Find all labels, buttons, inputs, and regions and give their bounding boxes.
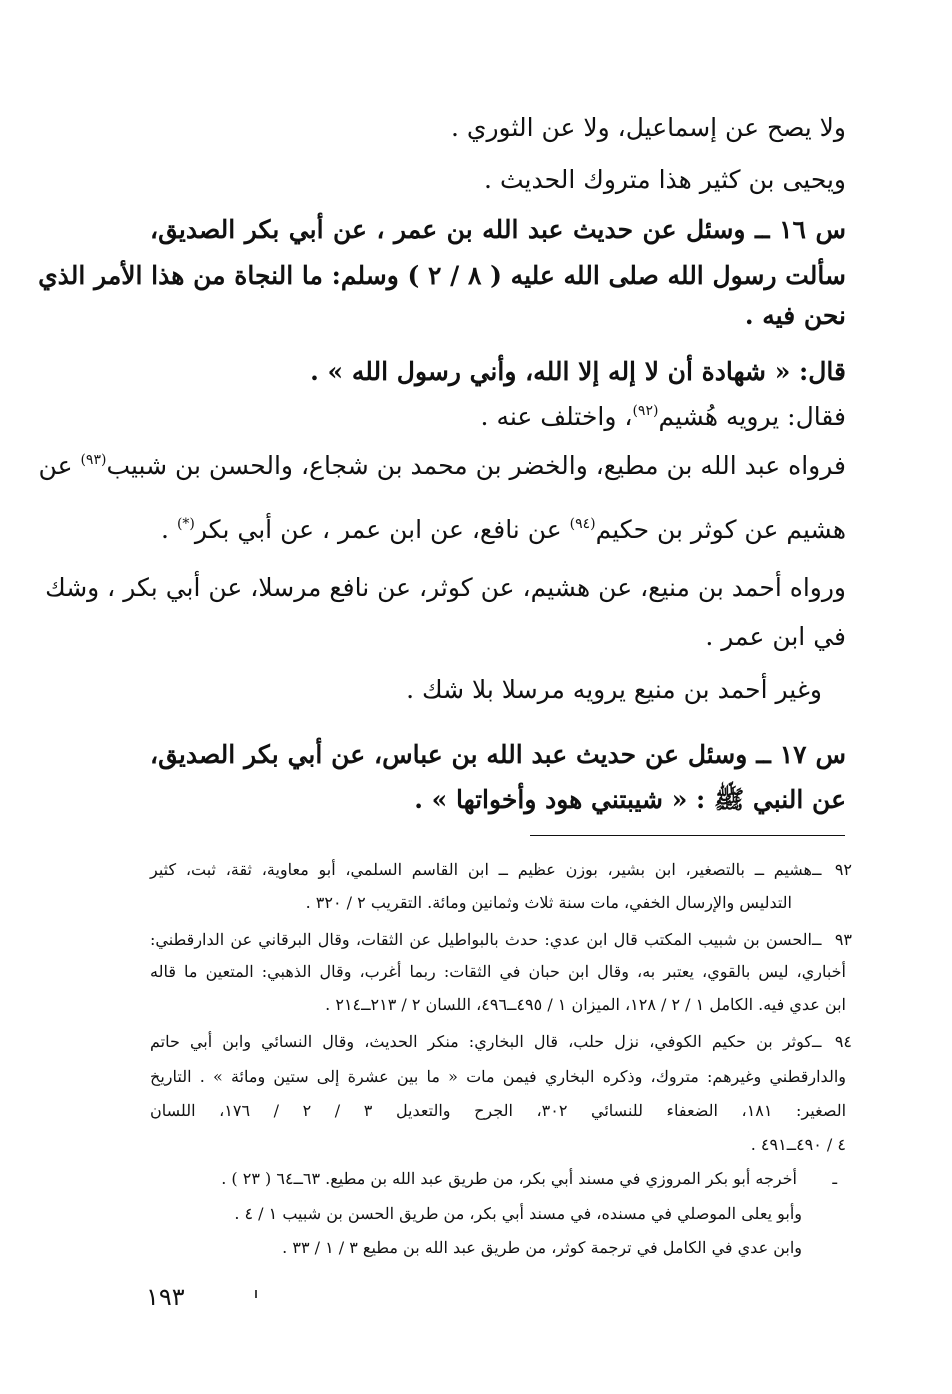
- footnote-92-line: التدليس والإرسال الخفي، مات سنة ثلاث وثمانين ومائة. التقريب ٢ / ٣٢٠ .: [305, 893, 792, 912]
- page-number: ١٩٣: [146, 1283, 185, 1311]
- text-segment: عن نافع، عن ابن عمر ، عن أبي بكر: [194, 515, 570, 544]
- footnote-number: ٩٣ ــ: [812, 930, 852, 949]
- text-segment: فقال: يرويه هُشيم: [658, 402, 846, 431]
- footnote-92: [150, 855, 852, 885]
- text-line: ولا يصح عن إسماعيل، ولا عن الثوري .: [451, 113, 846, 142]
- question-16-text: نحن فيه .: [744, 301, 846, 330]
- question-17-text: عن النبي ﷺ : « شيبتني هود وأخواتها » .: [414, 785, 846, 814]
- footnote-star-line: وابن عدي في الكامل في ترجمة كوثر، من طريق عبد الله بن مطيع ٣ / ١ / ٣٣ .: [282, 1238, 802, 1257]
- footnote-ref-94: (٩٤): [569, 516, 596, 532]
- footnote-text: أخرجه أبو بكر المروزي في مسند أبي بكر، من طريق عبد الله بن مطيع. ٦٣ــ٦٤ ( ٢٣ ) .: [221, 1169, 797, 1188]
- footnote-94-line: والدارقطني وغيرهم: متروك، وذكره البخاري فيمن مات « ما بين عشرة إلى ستين ومائة » . التاريخ: [150, 1067, 846, 1086]
- footnote-separator: [530, 835, 845, 836]
- footnote-94: [150, 1027, 852, 1057]
- footnote-star: [150, 1164, 837, 1194]
- footnote-star-line: وأبو يعلى الموصلي في مسنده، في مسند أبي بكر، من طريق الحسن بن شبيب ١ / ٤ .: [234, 1204, 802, 1223]
- footnote-text: هشيم ــ بالتصغير، ابن بشير، بوزن عظيم ــ ابن القاسم السلمي، أبو معاوية، ثقة، ثبت، كثير: [150, 860, 812, 879]
- footnote-ref-star: (*): [176, 516, 195, 532]
- footnote-94-line: ٤ / ٤٩٠ــ٤٩١ .: [750, 1135, 846, 1154]
- text-segment: ، واختلف عنه .: [480, 402, 633, 431]
- footnote-text: الحسن بن شبيب المكتب قال ابن عدي: حدث بالبواطيل عن الثقات، وقال البرقاني عن الدارقطني:: [150, 930, 812, 949]
- text-segment: .: [161, 515, 177, 544]
- question-16-heading: س ١٦ ــ وسئل عن حديث عبد الله بن عمر ، عن أبي بكر الصديق،: [150, 215, 846, 244]
- answer-text: قال: « شهادة أن لا إله إلا الله، وأني رسول الله » .: [310, 357, 846, 386]
- question-17-heading: س ١٧ ــ وسئل عن حديث عبد الله بن عباس، عن أبي بكر الصديق،: [150, 740, 846, 769]
- footnote-93: [150, 925, 852, 955]
- text-line: ورواه أحمد بن منيع، عن هشيم، عن كوثر، عن نافع مرسلا، عن أبي بكر ، وشك: [45, 573, 846, 602]
- question-16-text: سألت رسول الله صلى الله عليه ( ٨ / ٢ ) وسلم: ما النجاة من هذا الأمر الذي: [38, 261, 846, 290]
- footnote-text: كوثر بن حكيم الكوفي، نزل حلب، قال البخاري: منكر الحديث، وقال النسائي وابن أبي حاتم: [150, 1032, 812, 1051]
- text-segment: هشيم عن كوثر بن حكيم: [595, 515, 846, 544]
- footnote-93-line: ابن عدي فيه. الكامل ١ / ٢ / ١٢٨، الميزان ١ / ٤٩٥ــ٤٩٦، اللسان ٢ / ٢١٣ــ٢١٤ .: [325, 995, 846, 1014]
- footnote-ref-92: (٩٢): [632, 403, 659, 419]
- scan-speck: [255, 1290, 257, 1298]
- text-line: [150, 510, 846, 550]
- footnote-number: ٩٤ ــ: [812, 1032, 852, 1051]
- footnote-93-line: أخباري، ليس بالقوي، يعتبر به، وقال ابن حبان في الثقات: ربما أغرب، وقال الذهبي: المتعين ما قاله: [150, 962, 846, 981]
- text-line: وغير أحمد بن منيع يرويه مرسلا بلا شك .: [406, 675, 822, 704]
- text-line: [150, 397, 846, 437]
- text-segment: فرواه عبد الله بن مطيع، والخضر بن محمد بن شجاع، والحسن بن شبيب: [106, 451, 846, 480]
- text-line: [38, 446, 846, 486]
- text-segment: عن: [38, 451, 81, 480]
- footnote-marker: ـ: [832, 1169, 837, 1188]
- footnote-number: ٩٢ ــ: [812, 860, 852, 879]
- text-line: ويحيى بن كثير هذا متروك الحديث .: [484, 165, 846, 194]
- footnote-94-line: الصغير: ١٨١، الضعفاء للنسائي ٣٠٢، الجرح والتعديل ٣ / ٢ / ١٧٦، اللسان: [150, 1101, 847, 1120]
- text-line: في ابن عمر .: [705, 622, 846, 651]
- footnote-ref-93: (٩٣): [80, 452, 107, 468]
